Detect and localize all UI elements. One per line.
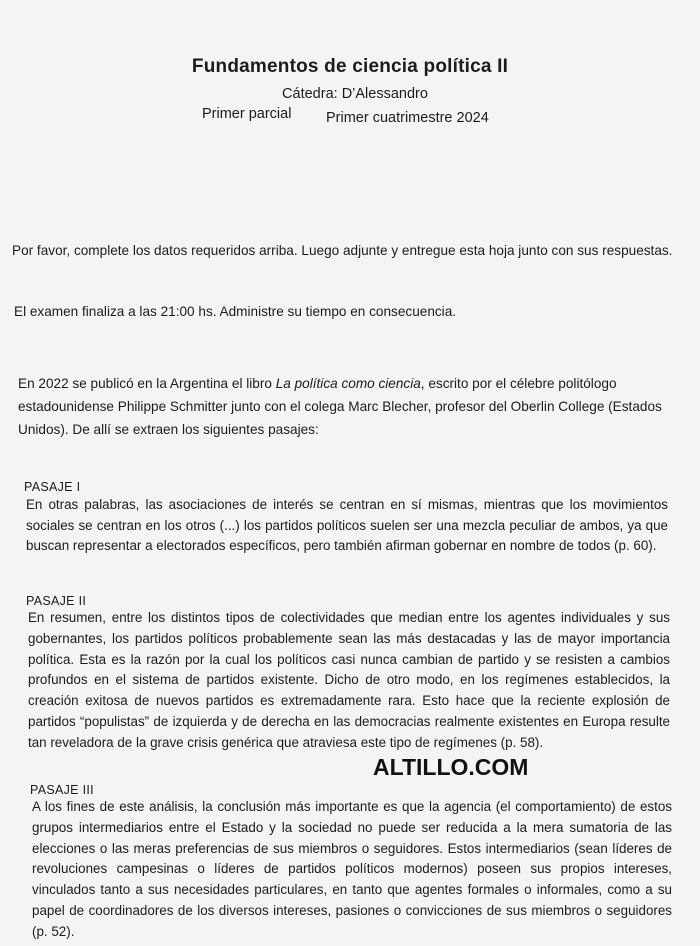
passage-3-text: A los fines de este análisis, la conclusión más importante es que la agencia (el comportamiento) de estos grupos intermediarios entre el Estado y la sociedad no puede ser reducida a la mera sumatoria de las elecciones o las meras preferencias de sus miembros o seguidores. Estos intermediarios (sean líderes de revoluciones campesinas o líderes de partidos políticos modernos) poseen sus propios intereses, vinculados tanto a sus necesidades particulares, en tanto que agentes formales o informales, como a su papel de coordinadores de los diversos intereses, pasiones o convicciones de sus miembros o seguidores (p. 52). — [32, 799, 672, 939]
watermark-text: ALTILLO.COM — [369, 754, 532, 781]
cuatrimestre-label: Primer cuatrimestre 2024 — [326, 110, 489, 126]
book-title: La política como ciencia — [275, 376, 421, 391]
page-title: Fundamentos de ciencia política II — [191, 56, 509, 77]
instruction-complete-data: Por favor, complete los datos requeridos arriba. Luego adjunte y entregue esta hoja junto con sus respuestas. — [12, 243, 673, 258]
parcial-label: Primer parcial — [202, 106, 292, 122]
passage-2-text: En resumen, entre los distintos tipos de colectividades que median entre los agentes individuales y sus gobernantes, los partidos políticos probablemente sean las más destacadas y las de mayor importancia política. Esta es la razón por la cual los políticos casi nunca cambian de partido y se resisten a cambios profundos en el sistema de partidos existente. Dicho de otro modo, en los regímenes establecidos, la creación exitosa de nuevos partidos es extremadamente rara. Esto hace que la reciente explosión de partidos “populistas” de izquierda y de derecha en las democracias realmente existentes en Europa resulte tan reveladora de la grave crisis genérica que atraviesa este tipo de regímenes (p. 58). — [28, 610, 670, 750]
passage-1-heading: PASAJE I — [24, 480, 81, 494]
intro-text-before: En 2022 se publicó en la Argentina el libro — [18, 376, 276, 391]
passage-3-heading: PASAJE III — [30, 783, 94, 797]
catedra-line: Cátedra: D’Alessandro — [282, 86, 428, 102]
intro-paragraph — [18, 372, 678, 441]
intro-text-after: , escrito por el célebre politólogo estadounidense Philippe Schmitter junto con el colega Marc Blecher, profesor del Oberlin College (Estados Unidos). De allí se extraen los siguientes pasajes: — [18, 376, 662, 437]
passage-1-text: En otras palabras, las asociaciones de interés se centran en sí mismas, mientras que los movimientos sociales se centran en los otros (...) los partidos políticos suelen ser una mezcla peculiar de ambos, ya que buscan representar a electorados específicos, pero también afirman gobernar en nombre de todos (p. 60). — [26, 497, 668, 553]
passage-2-heading: PASAJE II — [26, 594, 87, 608]
instruction-exam-time: El examen finaliza a las 21:00 hs. Administre su tiempo en consecuencia. — [14, 304, 457, 319]
